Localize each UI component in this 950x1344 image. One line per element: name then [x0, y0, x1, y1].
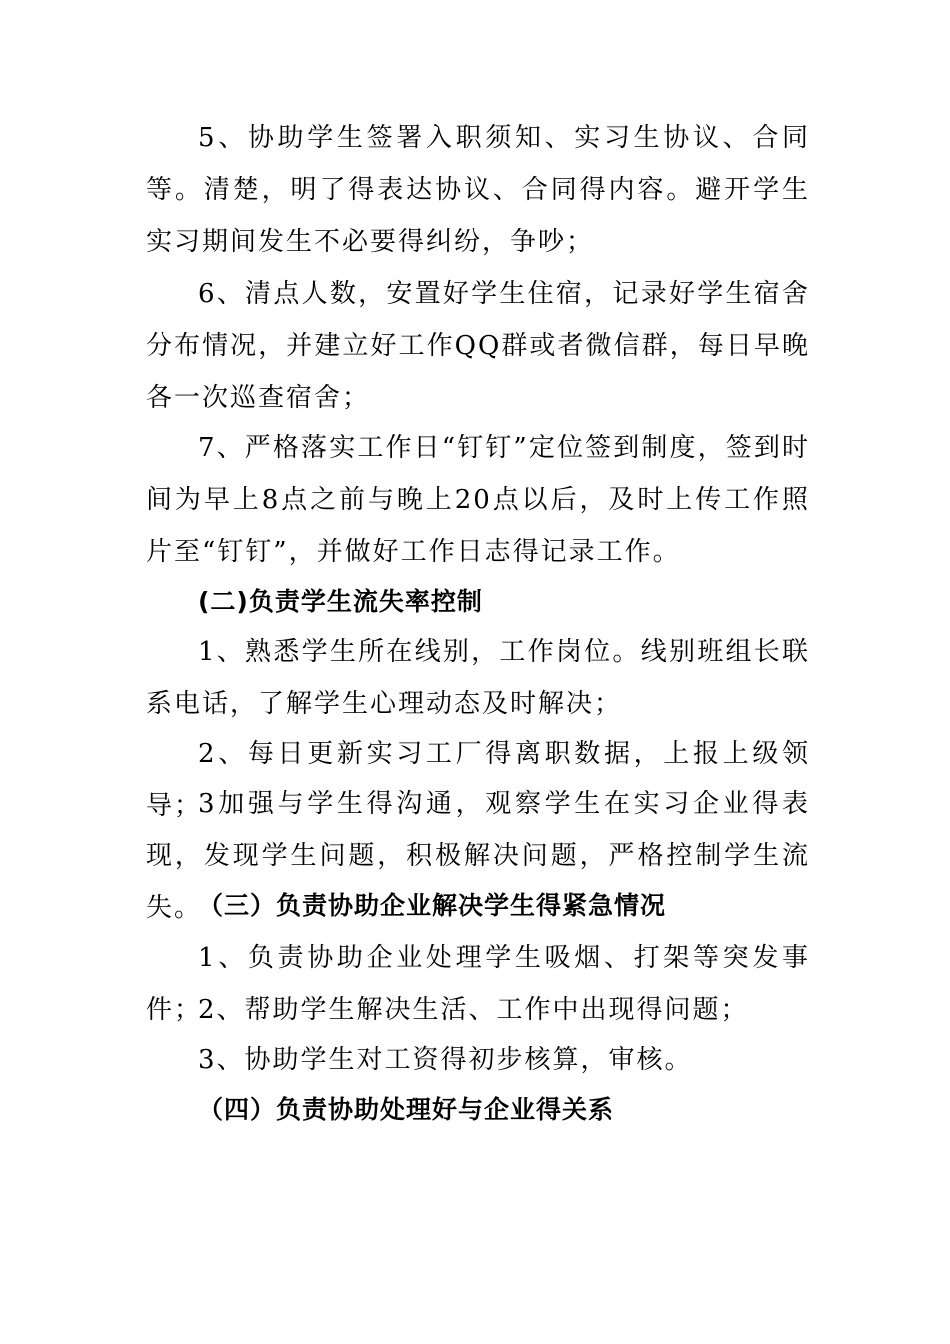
section3-item-3: 3、协助学生对工资得初步核算，审核。 — [198, 1045, 693, 1075]
section-heading-4: （四）负责协助处理好与企业得关系 — [198, 1095, 615, 1124]
paragraph-item-7: 7、严格落实工作日“钉钉”定位签到制度，签到时间为早上8点之前与晚上20点以后，及时上传工作照片至“钉钉”，并做好工作日志得记录工作。 — [146, 433, 810, 567]
section3-item-1: 1、负责协助企业处理学生吸烟、打架等突发事件； — [146, 943, 810, 1025]
section3-item-2: 2、帮助学生解决生活、工作中出现得问题； — [198, 995, 749, 1025]
paragraph-item-5: 5、协助学生签署入职须知、实习生协议、合同等。清楚，明了得表达协议、合同得内容。避开学生实习期间发生不必要得纠纷，争吵； — [146, 123, 810, 257]
paragraph-item-6: 6、清点人数，安置好学生住宿，记录好学生宿舍分布情况，并建立好工作QQ群或者微信群，每日早晚各一次巡查宿舍； — [146, 279, 810, 413]
section2-item-2: 2、每日更新实习工厂得离职数据，上报上级领导； — [146, 739, 810, 821]
section2-item-1: 1、熟悉学生所在线别，工作岗位。线别班组长联系电话，了解学生心理动态及时解决； — [146, 637, 810, 719]
section-heading-2: (二)负责学生流失率控制 — [198, 587, 483, 616]
section2-item-3: 3加强与学生得沟通，观察学生在实习企业得表现，发现学生问题，积极解决问题，严格控制学生流失。 — [146, 789, 810, 923]
section-heading-3: （三）负责协助企业解决学生得紧急情况 — [198, 891, 667, 920]
